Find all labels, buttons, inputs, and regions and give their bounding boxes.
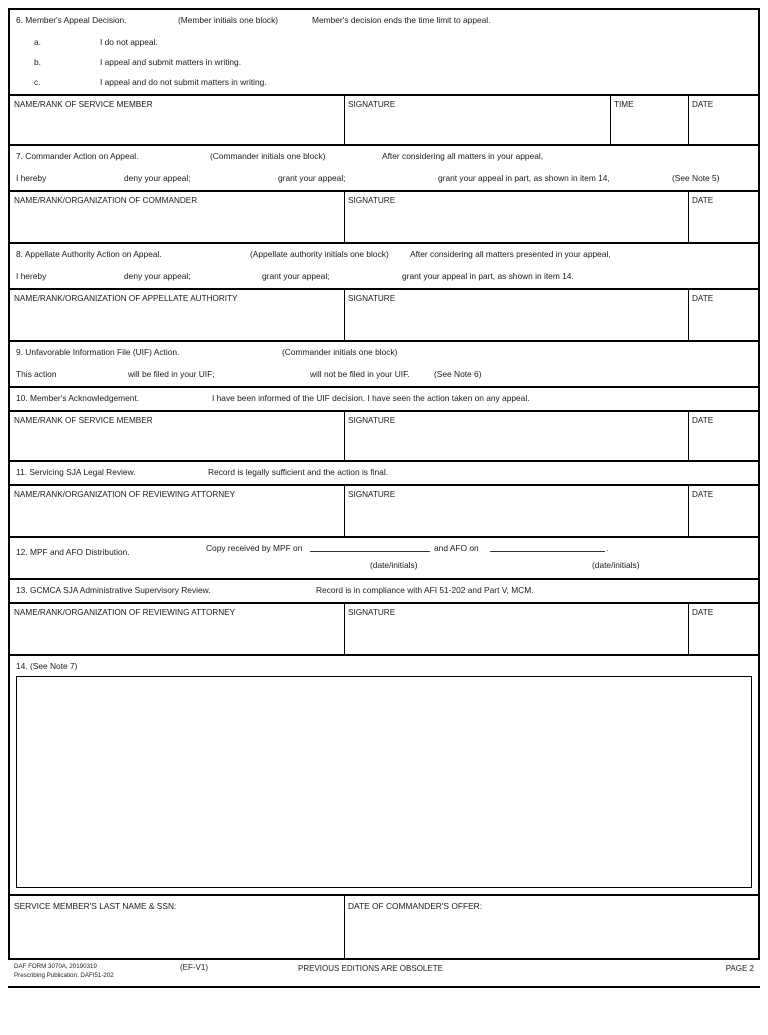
form-footer	[8, 962, 760, 988]
section-13-signature-field[interactable]	[344, 604, 688, 654]
section-12-text-b: and AFO on	[434, 543, 479, 553]
option-a-text: I do not appeal.	[100, 37, 158, 47]
date-commander-offer-label: DATE OF COMMANDER'S OFFER:	[348, 901, 483, 911]
section-12-mpf-afo-distribution	[10, 538, 758, 580]
section-8-header	[10, 244, 758, 266]
option-a-letter: a.	[34, 37, 41, 47]
section-14-label: 14. (See Note 7)	[16, 661, 78, 671]
section-6-name-rank-label: NAME/RANK OF SERVICE MEMBER	[14, 100, 153, 109]
section-6-option-a[interactable]	[10, 32, 758, 52]
section-8-name-rank-label: NAME/RANK/ORGANIZATION OF APPELLATE AUTHORITY	[14, 294, 238, 303]
section-8-option-deny[interactable]: deny your appeal;	[124, 271, 191, 281]
section-10-signature-label: SIGNATURE	[348, 416, 396, 425]
section-13-date-field[interactable]	[688, 604, 758, 654]
member-last-name-ssn-field[interactable]	[10, 896, 344, 958]
section-13-note: Record is in compliance with AFI 51-202 and Part V, MCM.	[316, 585, 534, 595]
section-10-date-label: DATE	[692, 416, 714, 425]
section-8-options-row	[10, 266, 758, 288]
section-7-options-row	[10, 168, 758, 190]
section-7-option-deny[interactable]: deny your appeal;	[124, 173, 191, 183]
section-10-signature-strip	[10, 410, 758, 460]
section-7-name-rank-field[interactable]	[10, 192, 344, 242]
section-10-signature-field[interactable]	[344, 412, 688, 460]
section-12-captions	[10, 558, 758, 578]
bottom-identity-strip	[10, 896, 758, 958]
section-11-date-label: DATE	[692, 490, 714, 499]
section-6-member-appeal-decision	[10, 10, 758, 146]
section-8-name-rank-field[interactable]	[10, 290, 344, 340]
section-8-option-grant-part[interactable]: grant your appeal in part, as shown in item 14.	[402, 271, 574, 281]
section-11-title: 11. Servicing SJA Legal Review.	[16, 467, 136, 477]
section-8-lead-in: I hereby	[16, 271, 47, 281]
section-6-signature-label: SIGNATURE	[348, 100, 396, 109]
section-11-header	[10, 462, 758, 484]
section-12-caption-2: (date/initials)	[592, 560, 640, 570]
section-9-lead-in: This action	[16, 369, 57, 379]
section-6-name-rank-field[interactable]	[10, 96, 344, 144]
section-13-name-rank-label: NAME/RANK/ORGANIZATION OF REVIEWING ATTORNEY	[14, 608, 236, 617]
section-6-time-label: TIME	[614, 100, 634, 109]
date-commander-offer-field[interactable]	[344, 896, 758, 958]
section-12-text-a: Copy received by MPF on	[206, 543, 303, 553]
section-10-header	[10, 388, 758, 410]
section-11-signature-label: SIGNATURE	[348, 490, 396, 499]
section-13-name-rank-field[interactable]	[10, 604, 344, 654]
section-11-name-rank-label: NAME/RANK/ORGANIZATION OF REVIEWING ATTORNEY	[14, 490, 236, 499]
section-8-instruction: (Appellate authority initials one block)	[250, 249, 389, 259]
option-b-text: I appeal and submit matters in writing.	[100, 57, 242, 67]
option-b-letter: b.	[34, 57, 41, 67]
section-8-signature-field[interactable]	[344, 290, 688, 340]
section-10-name-rank-label: NAME/RANK OF SERVICE MEMBER	[14, 416, 153, 425]
section-7-name-rank-label: NAME/RANK/ORGANIZATION OF COMMANDER	[14, 196, 198, 205]
section-8-signature-label: SIGNATURE	[348, 294, 396, 303]
section-7-signature-label: SIGNATURE	[348, 196, 396, 205]
section-7-date-field[interactable]	[688, 192, 758, 242]
footer-prescribing-publication: Prescribing Publication: DAFI51-202	[14, 972, 114, 979]
section-6-signature-field[interactable]	[344, 96, 610, 144]
section-13-title: 13. GCMCA SJA Administrative Supervisory Review.	[16, 585, 211, 595]
section-8-signature-strip	[10, 288, 758, 340]
section-7-commander-action	[10, 146, 758, 244]
section-13-header	[10, 580, 758, 602]
section-8-date-field[interactable]	[688, 290, 758, 340]
footer-edition-code: (EF-V1)	[180, 963, 208, 972]
section-7-option-grant-part[interactable]: grant your appeal in part, as shown in item 14,	[438, 173, 610, 183]
section-6-date-field[interactable]	[688, 96, 758, 144]
section-7-note: After considering all matters in your appeal,	[382, 151, 544, 161]
section-8-option-grant[interactable]: grant your appeal;	[262, 271, 330, 281]
section-7-lead-in: I hereby	[16, 173, 47, 183]
section-6-note: Member's decision ends the time limit to appeal.	[312, 15, 491, 25]
section-12-period: .	[606, 543, 609, 553]
section-13-signature-label: SIGNATURE	[348, 608, 396, 617]
section-11-note: Record is legally sufficient and the action is final.	[208, 467, 389, 477]
section-10-member-acknowledgement	[10, 388, 758, 462]
section-10-title: 10. Member's Acknowledgement.	[16, 393, 140, 403]
section-13-signature-strip	[10, 602, 758, 654]
section-9-see-note: (See Note 6)	[434, 369, 482, 379]
section-9-instruction: (Commander initials one block)	[282, 347, 398, 357]
mpf-date-blank[interactable]	[310, 542, 430, 552]
section-13-date-label: DATE	[692, 608, 714, 617]
form-frame	[8, 8, 760, 960]
section-10-name-rank-field[interactable]	[10, 412, 344, 460]
section-13-gcmca-sja-review	[10, 580, 758, 656]
section-6-title: 6. Member's Appeal Decision.	[16, 15, 127, 25]
section-11-sja-legal-review	[10, 462, 758, 538]
section-11-date-field[interactable]	[688, 486, 758, 536]
section-8-title: 8. Appellate Authority Action on Appeal.	[16, 249, 162, 259]
section-7-see-note: (See Note 5)	[672, 173, 720, 183]
section-14-remarks-box[interactable]	[16, 676, 752, 888]
member-last-name-ssn-label: SERVICE MEMBER'S LAST NAME & SSN:	[14, 901, 177, 911]
section-9-header	[10, 342, 758, 364]
section-7-header	[10, 146, 758, 168]
section-6-signature-strip	[10, 94, 758, 144]
footer-obsolete-notice: PREVIOUS EDITIONS ARE OBSOLETE	[298, 964, 443, 973]
section-9-uif-action	[10, 342, 758, 388]
section-6-time-field[interactable]	[610, 96, 688, 144]
option-c-text: I appeal and do not submit matters in writing.	[100, 77, 267, 87]
section-12-caption-1: (date/initials)	[370, 560, 418, 570]
section-8-appellate-authority-action	[10, 244, 758, 342]
section-7-instruction: (Commander initials one block)	[210, 151, 326, 161]
section-14-remarks	[10, 656, 758, 896]
section-6-date-label: DATE	[692, 100, 714, 109]
section-8-note: After considering all matters presented in your appeal,	[410, 249, 611, 259]
section-7-signature-strip	[10, 190, 758, 242]
section-6-option-c[interactable]	[10, 72, 758, 94]
section-11-signature-strip	[10, 484, 758, 536]
section-11-signature-field[interactable]	[344, 486, 688, 536]
section-7-date-label: DATE	[692, 196, 714, 205]
section-12-title: 12. MPF and AFO Distribution.	[16, 547, 130, 557]
afo-date-blank[interactable]	[490, 542, 605, 552]
section-6-header	[10, 10, 758, 32]
section-9-option-file[interactable]: will be filed in your UIF;	[128, 369, 215, 379]
option-c-letter: c.	[34, 77, 41, 87]
section-12-header	[10, 538, 758, 558]
footer-form-id: DAF FORM 3070A, 20190319	[14, 963, 97, 970]
section-7-title: 7. Commander Action on Appeal.	[16, 151, 139, 161]
section-7-option-grant[interactable]: grant your appeal;	[278, 173, 346, 183]
section-7-signature-field[interactable]	[344, 192, 688, 242]
section-6-option-b[interactable]	[10, 52, 758, 72]
section-11-name-rank-field[interactable]	[10, 486, 344, 536]
section-6-instruction: (Member initials one block)	[178, 15, 279, 25]
section-9-options-row	[10, 364, 758, 386]
section-10-date-field[interactable]	[688, 412, 758, 460]
footer-page-label: PAGE 2	[725, 964, 754, 973]
section-9-title: 9. Unfavorable Information File (UIF) Action.	[16, 347, 180, 357]
section-8-date-label: DATE	[692, 294, 714, 303]
section-10-note: I have been informed of the UIF decision. I have seen the action taken on any appeal.	[212, 393, 530, 403]
section-9-option-not-file[interactable]: will not be filed in your UIF.	[310, 369, 410, 379]
